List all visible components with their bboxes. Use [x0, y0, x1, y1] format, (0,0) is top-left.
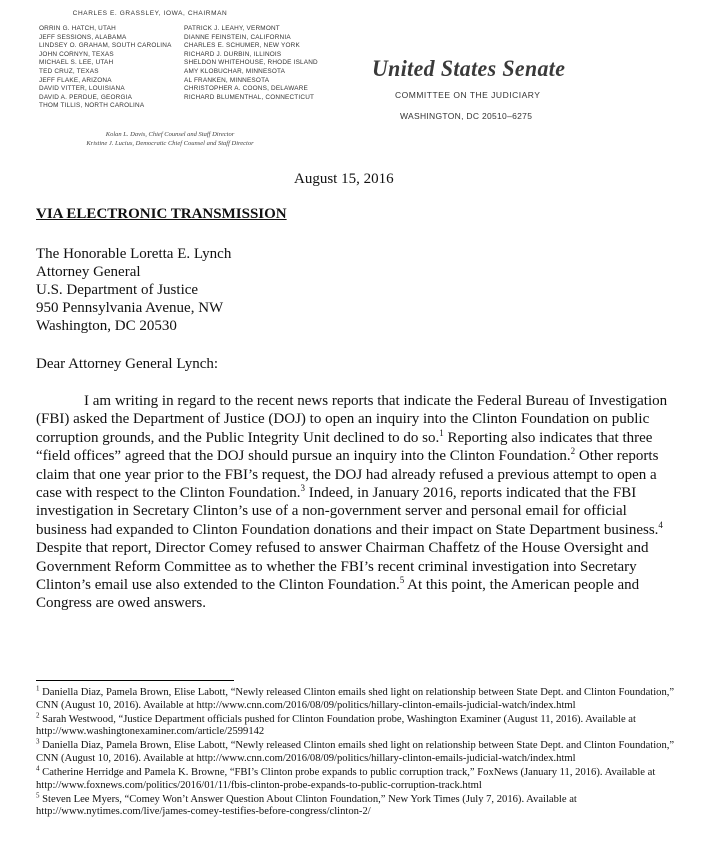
member-name: DAVID VITTER, LOUISIANA [39, 85, 125, 93]
salutation: Dear Attorney General Lynch: [36, 356, 219, 372]
member-name: PATRICK J. LEAHY, VERMONT [184, 25, 280, 32]
letter-body [36, 392, 668, 613]
footnote-ref: 1 [439, 427, 444, 438]
addressee-line: The Honorable Loretta E. Lynch [36, 246, 232, 262]
majority-members-list [39, 25, 172, 111]
footnote-text: Daniella Diaz, Pamela Brown, Elise Labott, “Newly released Clinton emails shed light on relationship between State Dept. and Clinton Foundation,” CNN (August 10, 2016). Available at http://www.cnn.com/2016/08/09/politics/hillary-clinton-emails-judicial-watch/index.html [36, 740, 675, 764]
footnote-number: 1 [36, 684, 40, 693]
member-name: THOM TILLIS, NORTH CAROLINA [39, 102, 145, 110]
footnote [36, 791, 676, 819]
minority-members-list [184, 25, 318, 102]
footnote-ref: 5 [399, 575, 405, 586]
member-name: JOHN CORNYN, TEXAS [39, 50, 114, 58]
footnote-ref: 2 [570, 446, 576, 457]
member-name: RICHARD BLUMENTHAL, CONNECTICUT [184, 93, 315, 101]
transmission-heading: VIA ELECTRONIC TRANSMISSION [36, 206, 287, 222]
footnote [36, 684, 676, 712]
addressee-line: Washington, DC 20530 [36, 318, 177, 334]
footnote-text: Catherine Herridge and Pamela K. Browne, “FBI’s Clinton probe expands to public corruption track,” FoxNews (January 11, 2016). Available at http://www.foxnews.com/politics/2016/01/11/fbis-clinton-probe-expands-to-public-corruption-track.html [36, 767, 656, 791]
member-name: JEFF SESSIONS, ALABAMA [39, 33, 127, 41]
member-name: ORRIN G. HATCH, UTAH [39, 25, 116, 32]
footnote-text: Sarah Westwood, “Justice Department officials pushed for Clinton Foundation probe, Washington Examiner (August 11, 2016). Available at http://www.washingtonexaminer.com/article/2599142 [36, 713, 636, 738]
member-name: AMY KLOBUCHAR, MINNESOTA [184, 67, 286, 75]
footnote-ref: 3 [300, 483, 306, 494]
footnote-number: 3 [36, 737, 40, 746]
footnote-number: 5 [36, 791, 40, 800]
member-name: RICHARD J. DURBIN, ILLINOIS [184, 50, 282, 58]
staff-line: Kolan L. Davis, Chief Counsel and Staff Director [105, 131, 235, 138]
body-sentence: Indeed, in January 2016, reports indicated that the FBI investigation in Secretary Clinton’s use of a non-government server and personal email for official business had expanded to Clinton Foundation donations and their impact on State Department business. [36, 485, 659, 538]
footnote-text: Steven Lee Myers, “Comey Won’t Answer Question About Clinton Foundation,” New York Times (July 7, 2016). Available at http://www.nytimes.com/live/james-comey-testifies-before-congress/clinton-2/ [36, 793, 577, 818]
addressee-block [36, 245, 231, 335]
body-sentence: Other reports claim that one year prior to the FBI’s request, the DOJ had already refused a previous attempt to open a case with respect to the Clinton Foundation. [36, 448, 659, 502]
addressee-line: U.S. Department of Justice [36, 282, 199, 298]
footnote-ref: 4 [658, 519, 663, 530]
member-name: DAVID A. PERDUE, GEORGIA [39, 93, 133, 101]
body-sentence: I am writing in regard to the recent news reports that indicate the Federal Bureau of Investigation (FBI) asked the Department of Justice (DOJ) to open an inquiry into the Clinton Foundation on public corruption grounds, and the Public Integrity Unit declined to do so. [36, 393, 668, 446]
member-name: CHARLES E. SCHUMER, NEW YORK [184, 42, 300, 50]
staff-directors [0, 130, 340, 148]
footnote-number: 4 [36, 764, 40, 773]
footnote-divider [36, 680, 234, 681]
committee-address: WASHINGTON, DC 20510–6275 [400, 111, 533, 121]
chairman-line: CHARLES E. GRASSLEY, IOWA, CHAIRMAN [72, 10, 228, 17]
member-name: AL FRANKEN, MINNESOTA [184, 76, 270, 84]
body-paragraph [36, 392, 668, 613]
footnote-number: 2 [36, 711, 40, 720]
member-name: LINDSEY O. GRAHAM, SOUTH CAROLINA [39, 42, 172, 50]
addressee-line: 950 Pennsylvania Avenue, NW [36, 300, 224, 316]
member-name: TED CRUZ, TEXAS [39, 67, 99, 75]
addressee-line: Attorney General [36, 264, 141, 280]
member-name: SHELDON WHITEHOUSE, RHODE ISLAND [184, 59, 318, 67]
member-name: DIANNE FEINSTEIN, CALIFORNIA [184, 33, 291, 41]
member-name: CHRISTOPHER A. COONS, DELAWARE [184, 85, 309, 93]
footnote-text: Daniella Diaz, Pamela Brown, Elise Labott, “Newly released Clinton emails shed light on relationship between State Dept. and Clinton Foundation,” CNN (August 10, 2016). Available at http://www.cnn.com/2016/08/09/politics/hillary-clinton-emails-judicial-watch/index.html [36, 687, 675, 711]
body-sentence: At this point, the American people and Congress are owed answers. [36, 577, 640, 612]
member-name: MICHAEL S. LEE, UTAH [39, 59, 114, 67]
senate-wordmark: United States Senate [372, 56, 566, 81]
body-sentence: Reporting also indicates that three “field offices” agreed that the DOJ should pursue an inquiry into the Clinton Foundation. [36, 429, 653, 465]
letter-date: August 15, 2016 [294, 171, 394, 187]
footnotes [36, 684, 676, 820]
footnote [36, 711, 676, 739]
body-sentence: Despite that report, Director Comey refused to answer Chairman Chaffetz of the House Oversight and Government Reform Committee as to whether the FBI’s recent criminal investigation into Secretary Clinton’s email use also extended to the Clinton Foundation. [36, 540, 649, 594]
committee-name: COMMITTEE ON THE JUDICIARY [395, 90, 541, 100]
member-name: JEFF FLAKE, ARIZONA [39, 76, 112, 84]
staff-line: Kristine J. Lucius, Democratic Chief Counsel and Staff Director [86, 140, 254, 147]
footnote [36, 737, 676, 765]
footnote [36, 764, 676, 792]
